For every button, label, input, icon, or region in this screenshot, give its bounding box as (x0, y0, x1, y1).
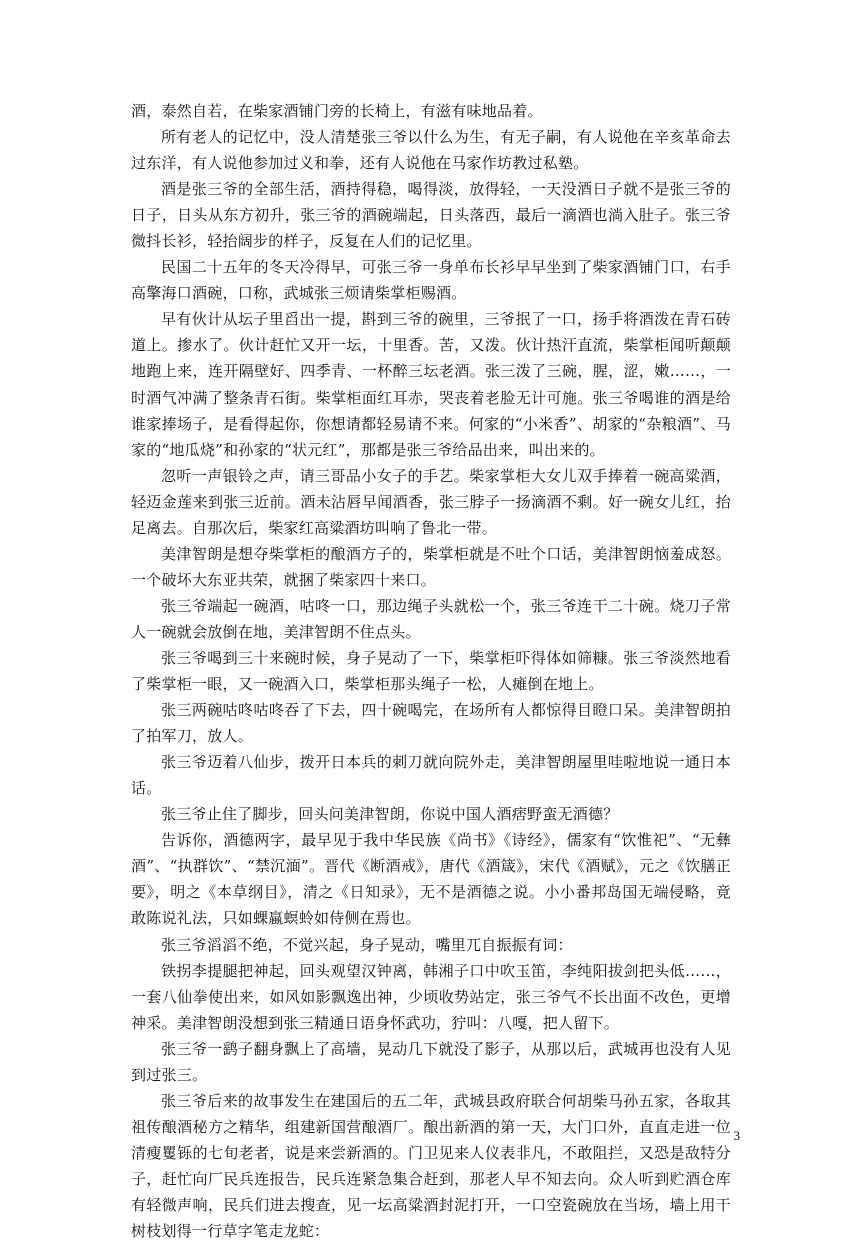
paragraph-14: 张三爷滔滔不绝，不觉兴起，身子晃动，嘴里兀自振振有词： (161, 935, 573, 954)
paragraph-4: 民国二十五年的冬天冷得早，可张三爷一身单布长衫早早坐到了柴家酒铺门口，右手高擎海口酒碗，口称，武城张三烦请柴掌柜赐酒。 (131, 258, 731, 303)
paragraph-12: 张三爷止住了脚步，回头问美津智朗，你说中国人酒痞野蛮无酒德？ (161, 805, 619, 824)
paragraph-16: 张三爷一鹞子翻身飘上了高墙，晃动几下就没了影子，从那以后，武城再也没有人见到过张三。 (131, 1039, 731, 1084)
paragraph-13: 告诉你，酒德两字，最早见于我中华民族《尚书》《诗经》，儒家有“饮惟祀”、“无彝酒”、“执群饮”、“禁沉湎”。晋代《断酒戒》，唐代《酒箴》，宋代《酒赋》，元之《饮膳正要》，明之《本草纲目》，清之《日知录》，无不是酒德之说。小小番邦岛国无端侵略，竟敢陈说礼法，只如蜾蠃螟蛉如侍侧在焉也。 (131, 831, 731, 928)
paragraph-17: 张三爷后来的故事发生在建国后的五二年，武城县政府联合何胡柴马孙五家，各取其祖传酿酒秘方之精华，组建新国营酿酒厂。酿出新酒的第一天，大门口外，直直走进一位清瘦矍铄的七旬老者，说是来尝新酒的。门卫见来人仪表非凡，不敢阻拦，又恐是敌特分子，赶忙向厂民兵连报告，民兵连紧急集合赶到，那老人早不知去向。众人听到贮酒仓库有轻微声响，民兵们进去搜查，见一坛高粱酒封泥打开，一口空瓷碗放在当场，墙上用干树枝划得一行草字笔走龙蛇： (131, 1091, 731, 1241)
paragraph-10: 张三两碗咕咚咕咚吞了下去，四十碗喝完，在场所有人都惊得目瞪口呆。美津智朗拍了拍军刀，放人。 (131, 701, 731, 746)
paragraph-5: 早有伙计从坛子里舀出一提，斟到三爷的碗里，三爷抿了一口，扬手将酒泼在青石砖道上。掺水了。伙计赶忙又开一坛，十里香。苦，又泼。伙计热汗直流，柴掌柜闻听颠颠地跑上来，连开隔壁好、四季青、一杯醉三坛老酒。张三泼了三碗，腥，涩，嫩……，一时酒气冲满了整条青石街。柴掌柜面红耳赤，哭丧着老脸无计可施。张三爷喝谁的酒是给谁家捧场子，是看得起你，你想请都轻易请不来。何家的“小米香”、胡家的“杂粮酒”、马家的“地瓜烧”和孙家的“状元红”，那都是张三爷给品出来，叫出来的。 (131, 310, 731, 459)
page-number: 3 (733, 1128, 740, 1143)
paragraph-9: 张三爷喝到三十来碗时候，身子晃动了一下，柴掌柜吓得体如筛糠。张三爷淡然地看了柴掌柜一眼，又一碗酒入口，柴掌柜那头绳子一松，人瘫倒在地上。 (131, 648, 731, 694)
paragraph-6: 忽听一声银铃之声，请三哥品小女子的手艺。柴家掌柜大女儿双手捧着一碗高粱酒，轻迈金莲来到张三近前。酒未沾唇早闻酒香，张三脖子一扬滴酒不剩。好一碗女儿红，抬足离去。自那次后，柴家红高粱酒坊叫响了鲁北一带。 (131, 466, 731, 537)
paragraph-7: 美津智朗是想夺柴掌柜的酿酒方子的，柴掌柜就是不吐个口话，美津智朗恼羞成怒。一个破坏大东亚共荣，就捆了柴家四十来口。 (131, 544, 731, 589)
story-text (131, 98, 731, 1244)
paragraph-2: 所有老人的记忆中，没人清楚张三爷以什么为生，有无子嗣，有人说他在辛亥革命去过东洋，有人说他参加过义和拳，还有人说他在马家作坊教过私塾。 (131, 128, 731, 173)
paragraph-8: 张三爷端起一碗酒，咕咚一口，那边绳子头就松一个，张三爷连干二十碗。烧刀子常人一碗就会放倒在地，美津智朗不住点头。 (131, 596, 731, 641)
paragraph-11: 张三爷迈着八仙步，拨开日本兵的刺刀就向院外走，美津智朗屋里哇啦地说一通日本话。 (131, 753, 731, 798)
paragraph-1: 酒，泰然自若，在柴家酒铺门旁的长椅上，有滋有味地品着。 (131, 102, 543, 120)
paragraph-3: 酒是张三爷的全部生活，酒持得稳，喝得淡，放得轻，一天没酒日子就不是张三爷的日子，日头从东方初升，张三爷的酒碗端起，日头落西，最后一滴酒也淌入肚子。张三爷微抖长衫，轻抬阔步的样子，反复在人们的记忆里。 (131, 180, 731, 251)
paragraph-15: 铁拐李提腿把神起，回头观望汉钟离，韩湘子口中吹玉笛，李纯阳拔剑把头低……，一套八仙拳使出来，如风如影飘逸出神，少顷收势站定，张三爷气不长出面不改色，更增神采。美津智朗没想到张三精通日语身怀武功，狞叫：八嘎，把人留下。 (131, 961, 731, 1032)
